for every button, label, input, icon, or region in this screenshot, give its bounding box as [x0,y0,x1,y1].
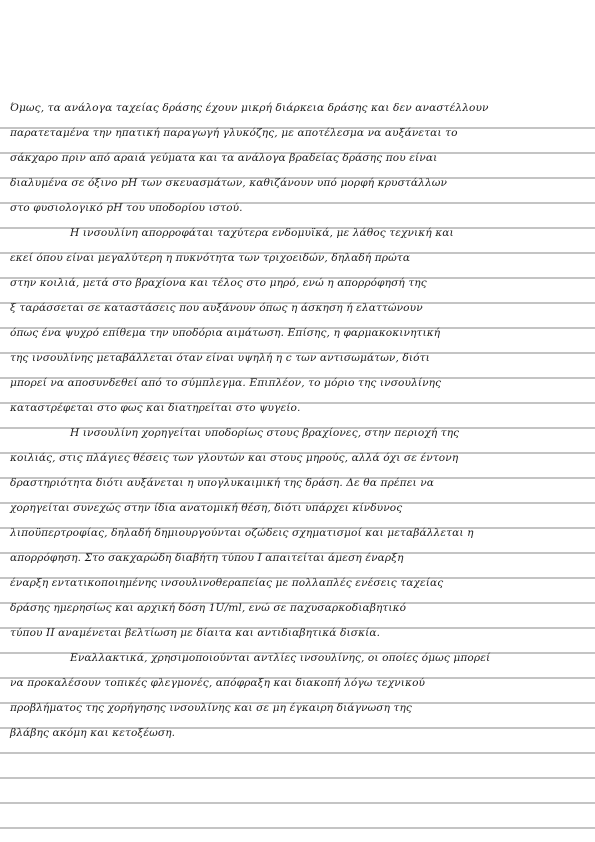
handwritten-line: δράσης ημερησίως και αρχική δόση 1U/ml, ενώ σε παχυσαρκοδιαβητικό [10,602,407,614]
handwritten-line: τύπου ΙΙ αναμένεται βελτίωση με δίαιτα και αντιδιαβητικά δισκία. [10,627,381,639]
handwritten-line: της ινσουλίνης μεταβάλλεται όταν είναι υψηλή η c των αντισωμάτων, διότι [10,352,430,364]
handwritten-line: να προκαλέσουν τοπικές φλεγμονές, απόφραξη και διακοπή λόγω τεχνικού [10,677,426,689]
handwritten-line: βλάβης ακόμη και κετοξέωση. [10,727,176,739]
handwritten-line: στην κοιλιά, μετά στο βραχίονα και τέλος στο μηρό, ενώ η απορρόφησή της [10,277,427,289]
handwritten-line: ξ ταράσσεται σε καταστάσεις που αυξάνουν όπως η άσκηση ή ελαττώνουν [10,302,423,314]
handwritten-line: κοιλιάς, στις πλάγιες θέσεις των γλουτών και στους μηρούς, αλλά όχι σε έντονη [10,452,459,464]
handwritten-line: απορρόφηση. Στο σακχαρώδη διαβήτη τύπου Ι απαιτείται άμεση έναρξη [10,552,404,564]
handwritten-line: παρατεταμένα την ηπατική παραγωγή γλυκόζης, με αποτέλεσμα να αυξάνεται το [10,127,458,139]
handwritten-line: λιποϋπερτροφίας, δηλαδή δημιουργούνται οζώδεις σχηματισμοί και μεταβάλλεται η [10,527,474,539]
handwritten-line: στο φυσιολογικό pH του υποδορίου ιστού. [10,202,243,214]
handwritten-line: Η ινσουλίνη απορροφάται ταχύτερα ενδομυϊκά, με λάθος τεχνική και [70,227,454,239]
handwritten-line: χορηγείται συνεχώς στην ίδια ανατομική θέση, διότι υπάρχει κίνδυνος [10,502,403,514]
handwritten-line: προβλήματος της χορήγησης ινσουλίνης και σε μη έγκαιρη διάγνωση της [10,702,412,714]
handwritten-line: Η ινσουλίνη χορηγείται υποδορίως στους βραχίονες, στην περιοχή της [70,427,460,439]
handwritten-line: Εναλλακτικά, χρησιμοποιούνται αντλίες ινσουλίνης, οι οποίες όμως μπορεί [70,652,491,664]
handwritten-line: καταστρέφεται στο φως και διατηρείται στο ψυγείο. [10,402,301,414]
handwritten-line: σάκχαρο πριν από αραιά γεύματα και τα ανάλογα βραδείας δράσης που είναι [10,152,438,164]
handwritten-line: δραστηριότητα διότι αυξάνεται η υπογλυκαιμική της δράση. Δε θα πρέπει να [10,477,435,489]
handwritten-line: διαλυμένα σε όξινο pH των σκευασμάτων, καθιζάνουν υπό μορφή κρυστάλλων [10,177,448,189]
handwritten-line: έναρξη εντατικοποιημένης ινσουλινοθεραπείας με πολλαπλές ενέσεις ταχείας [10,577,444,589]
handwritten-line: εκεί όπου είναι μεγαλύτερη η πυκνότητα των τριχοειδών, δηλαδή πρώτα [10,252,411,264]
handwritten-line: Όμως, τα ανάλογα ταχείας δράσης έχουν μικρή διάρκεια δράσης και δεν αναστέλλουν [10,102,489,114]
handwritten-line: όπως ένα ψυχρό επίθεμα την υποδόρια αιμάτωση. Επίσης, η φαρμακοκινητική [10,327,441,339]
handwritten-line: μπορεί να αποσυνδεθεί από το σύμπλεγμα. Επιπλέον, το μόριο της ινσουλίνης [10,377,442,389]
